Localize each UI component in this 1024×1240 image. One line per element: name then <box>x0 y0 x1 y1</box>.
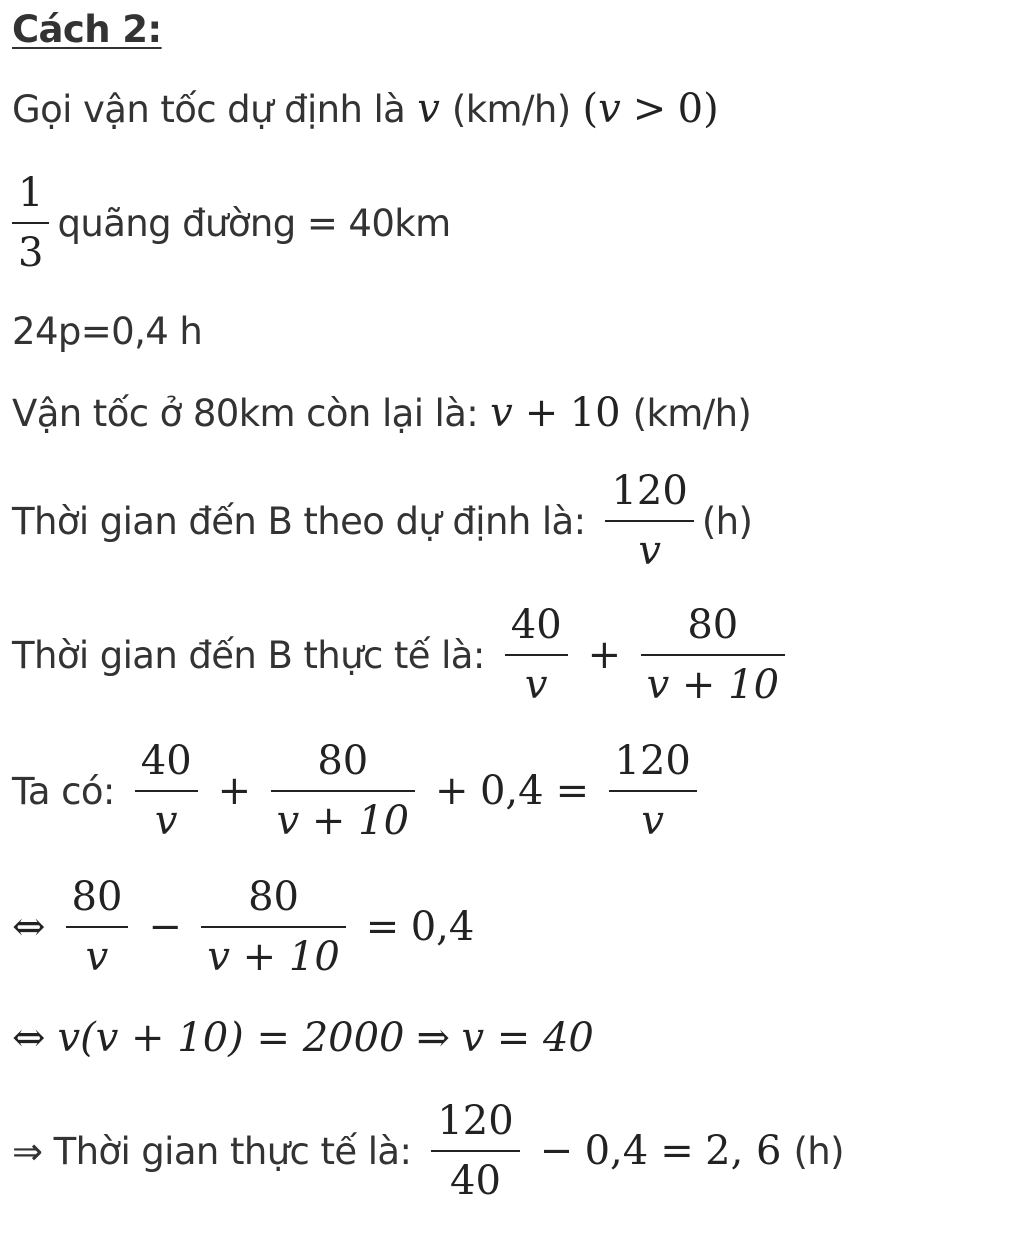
paren-close: ) <box>703 86 719 132</box>
text: Vận tốc ở 80km còn lại là: <box>12 391 479 435</box>
numerator: 120 <box>611 468 688 514</box>
fraction-3: $\frac{120}{v}$ <box>609 738 697 844</box>
expr-op: + <box>524 390 558 436</box>
text: Gọi vận tốc dự định là <box>12 87 406 131</box>
fraction <box>605 468 693 574</box>
text: ⇒ Thời gian thực tế là: <box>12 1129 412 1173</box>
text: Thời gian đến B theo dự định là: <box>12 499 586 543</box>
text: Ta có: <box>12 769 115 813</box>
line-actual-time <box>12 602 793 708</box>
text: quãng đường = 40km <box>57 201 451 245</box>
cond-rel: > <box>632 86 666 132</box>
paren-open: ( <box>582 86 599 132</box>
fraction-2: $\frac{80}{v + 10}$ <box>271 738 415 844</box>
expr-var: v <box>490 390 513 436</box>
fraction <box>12 170 49 276</box>
unit: (km/h) <box>451 87 571 131</box>
text: Thời gian đến B thực tế là: <box>12 633 485 677</box>
denominator: v <box>605 520 693 574</box>
math-var: v <box>417 86 440 132</box>
fraction-1: $\frac{40}{v}$ <box>135 738 198 844</box>
line-remaining-velocity <box>12 390 751 436</box>
unit: (h) <box>793 1129 844 1173</box>
line-equivalent-1: ⇔ $\frac{80}{v}$ − $\frac{80}{v + 10}$ = 0,4 <box>12 874 475 980</box>
denominator: 3 <box>12 222 49 276</box>
expression: v(v + 10) = 2000 <box>57 1015 405 1061</box>
unit: (h) <box>701 499 753 543</box>
line-planned-time <box>12 468 752 574</box>
line-equation: Ta có: $\frac{40}{v}$ + $\frac{80}{v + 10}$ + 0,4 = $\frac{120}{v}$ <box>12 738 705 844</box>
numerator: 1 <box>18 170 44 216</box>
operator: + <box>587 632 621 678</box>
line-final-answer: ⇒ Thời gian thực tế là: $\frac{120}{40}$ − 0,4 = 2, 6 (h) <box>12 1098 844 1204</box>
fraction-2: $\frac{80}{v + 10}$ <box>201 874 345 980</box>
cond-val: 0 <box>677 86 704 132</box>
line-define-velocity <box>12 86 719 132</box>
unit: (km/h) <box>632 391 752 435</box>
line-time-conversion: 24p=0,4 h <box>12 310 203 353</box>
fraction-1: $\frac{40}{v}$ <box>505 602 568 708</box>
cond-var: v <box>598 86 621 132</box>
section-heading: Cách 2: <box>12 8 162 51</box>
fraction: $\frac{120}{40}$ <box>431 1098 519 1204</box>
result: v = 40 <box>461 1015 594 1061</box>
expr-val: 10 <box>569 390 621 436</box>
line-third-distance <box>12 170 451 276</box>
fraction-1: $\frac{80}{v}$ <box>66 874 129 980</box>
line-equivalent-2: ⇔ v(v + 10) = 2000 ⇒ v = 40 <box>12 1015 594 1061</box>
fraction-2: $\frac{80}{v + 10}$ <box>641 602 785 708</box>
